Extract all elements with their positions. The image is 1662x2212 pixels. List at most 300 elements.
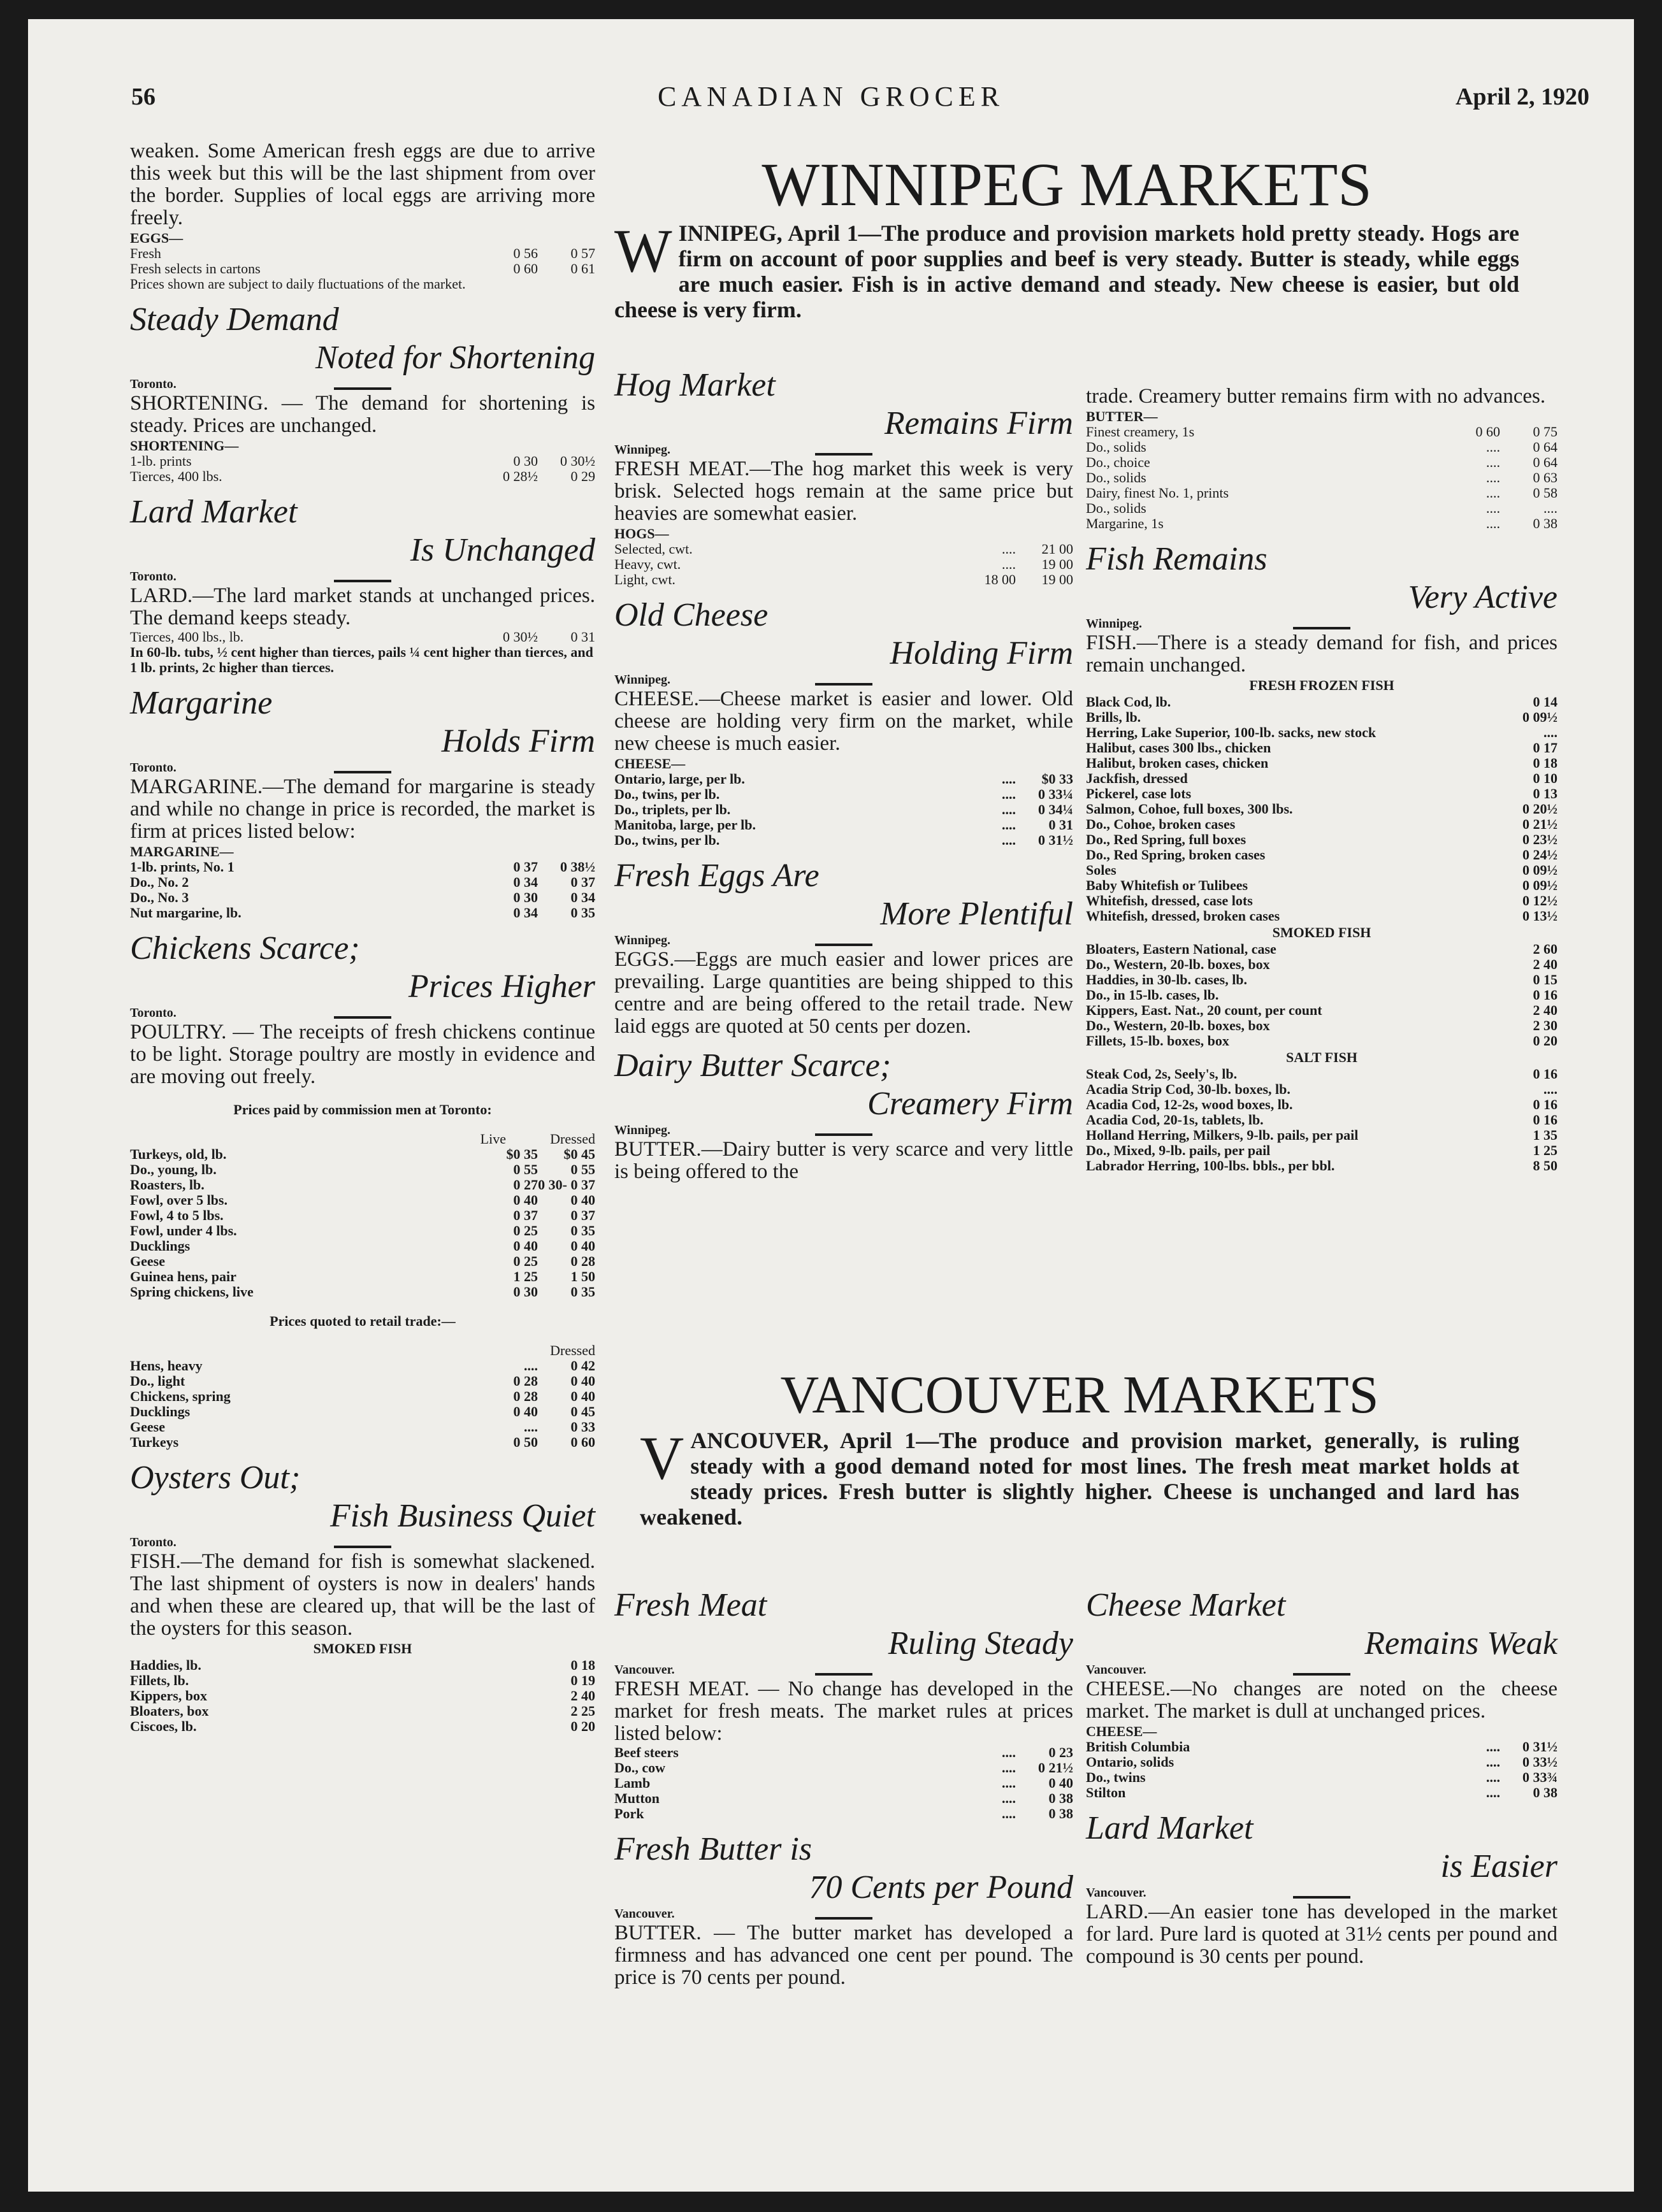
item-name: Ontario, large, per lb. — [614, 772, 745, 787]
table-row — [130, 1208, 595, 1223]
table-row — [130, 469, 595, 484]
table-row — [130, 875, 595, 890]
price-cell: 0 25 — [513, 1253, 538, 1269]
price-cell: 0 16 — [1533, 1096, 1557, 1112]
price-cell: 0 27 — [513, 1177, 538, 1193]
column-winnipeg-left — [614, 366, 1073, 1183]
price-cell: .... — [1486, 1754, 1500, 1770]
dateline: Vancouver. — [1086, 1886, 1146, 1900]
section-subheading: More Plentiful — [880, 896, 1073, 932]
price-cell: 2 30 — [1533, 1017, 1557, 1033]
price-cell: 1 25 — [513, 1268, 538, 1284]
price-cell: .... — [1486, 500, 1500, 516]
price-cell: 0 37 — [513, 859, 538, 875]
price-cell: 0 38 — [1533, 515, 1557, 531]
price-cell: 1 25 — [1533, 1142, 1557, 1158]
price-cell: 0 30 — [513, 889, 538, 905]
price-cell: 0 20½ — [1522, 801, 1557, 817]
table-row — [1086, 501, 1557, 516]
article-text: POULTRY. — The receipts of fresh chickens continue to be light. Storage poultry are mostly in evidence and are moving out freely. — [130, 1021, 595, 1088]
table-row — [1086, 1143, 1557, 1158]
item-name: Do., solids — [1086, 470, 1146, 485]
butter-table — [1086, 424, 1557, 531]
item-name: Do., Western, 20-lb. boxes, box — [1086, 1018, 1270, 1033]
price-cell: 0 38 — [1048, 1806, 1073, 1821]
dateline: Winnipeg. — [614, 1123, 670, 1137]
section-heading: Fresh Meat — [614, 1587, 767, 1623]
item-name: Manitoba, large, per lb. — [614, 817, 756, 833]
table-row — [130, 1254, 595, 1269]
item-name: Do., in 15-lb. cases, lb. — [1086, 988, 1219, 1003]
item-name: Nut margarine, lb. — [130, 905, 242, 921]
price-cell: 0 31 — [570, 629, 595, 645]
dateline: Toronto. — [130, 1006, 177, 1020]
price-cell: 0 33¼ — [1038, 786, 1073, 802]
margarine-table — [130, 859, 595, 921]
col-dressed: Dressed — [550, 1131, 595, 1147]
section-heading: Fresh Butter is — [614, 1831, 813, 1867]
price-cell: 0 12½ — [1522, 893, 1557, 908]
article-text: trade. Creamery butter remains firm with no advances. — [1086, 385, 1546, 408]
price-cell: .... — [1486, 1785, 1500, 1800]
item-name: 1-lb. prints — [130, 454, 192, 469]
table-row — [130, 1223, 595, 1239]
section-heading: Chickens Scarce; — [130, 930, 360, 966]
table-row — [1086, 957, 1557, 972]
divider — [815, 1673, 872, 1676]
table-row — [130, 1193, 595, 1208]
item-name: Acadia Strip Cod, 30-lb. boxes, lb. — [1086, 1082, 1290, 1097]
item-name: Lamb — [614, 1776, 651, 1791]
item-name: Do., light — [130, 1374, 185, 1389]
price-cell: 0 16 — [1533, 1112, 1557, 1128]
table-row — [614, 1745, 1073, 1760]
table-label: Prices quoted to retail trade:— — [270, 1313, 456, 1329]
table-row — [1086, 1018, 1557, 1033]
item-name: Do., Red Spring, broken cases — [1086, 847, 1266, 863]
price-cell: 0 42 — [570, 1358, 595, 1374]
section-subheading: Fish Business Quiet — [330, 1498, 595, 1534]
cheese-table — [614, 772, 1073, 848]
price-cell: .... — [1486, 454, 1500, 470]
section-heading: Lard Market — [1086, 1810, 1254, 1846]
item-name: Pickerel, case lots — [1086, 786, 1192, 801]
table-row — [130, 1673, 595, 1688]
price-cell: 0 45 — [570, 1404, 595, 1419]
price-cell: 0 21½ — [1522, 816, 1557, 832]
item-name: Do., cow — [614, 1760, 666, 1776]
price-cell: 0 35 — [570, 905, 595, 921]
article-text: FRESH MEAT. — No change has developed in the market for fresh meats. The market rules at prices listed below: — [614, 1677, 1073, 1745]
price-cell: 19 00 — [1041, 571, 1073, 587]
price-cell: 0 40 — [570, 1373, 595, 1389]
table-row — [130, 1658, 595, 1673]
table-row — [1086, 424, 1557, 440]
price-cell: 0 37 — [513, 1207, 538, 1223]
table-row — [614, 833, 1073, 848]
price-cell: 0 55 — [513, 1161, 538, 1177]
dateline: Toronto. — [130, 761, 177, 775]
table-row — [1086, 771, 1557, 786]
item-name: Do., triplets, per lb. — [614, 802, 731, 817]
section-heading: Steady Demand — [130, 301, 339, 338]
price-cell: 1 50 — [570, 1268, 595, 1284]
table-row — [130, 1269, 595, 1284]
price-cell: 8 50 — [1533, 1158, 1557, 1174]
price-cell: 0 18 — [1533, 755, 1557, 771]
table-row — [1086, 786, 1557, 801]
item-name: Acadia Cod, 12-2s, wood boxes, lb. — [1086, 1097, 1293, 1112]
price-cell: 2 60 — [1533, 941, 1557, 957]
table-row — [130, 1404, 595, 1419]
price-cell: 21 00 — [1041, 541, 1073, 557]
price-cell: 0 30- 0 37 — [538, 1177, 595, 1193]
dateline: Toronto. — [130, 570, 177, 584]
table-row — [130, 1358, 595, 1374]
table-row — [1086, 455, 1557, 470]
divider — [815, 1917, 872, 1920]
item-name: Black Cod, lb. — [1086, 694, 1171, 710]
price-cell: 0 16 — [1533, 987, 1557, 1003]
price-cell: 0 28 — [513, 1388, 538, 1404]
section-subheading: Ruling Steady — [888, 1625, 1073, 1662]
item-name: Jackfish, dressed — [1086, 771, 1188, 786]
dateline: Winnipeg. — [614, 673, 670, 687]
item-name: Ontario, solids — [1086, 1755, 1174, 1770]
price-cell: 0 23 — [1048, 1744, 1073, 1760]
section-subheading: Remains Firm — [884, 405, 1073, 442]
section-subheading: Very Active — [1408, 579, 1557, 615]
table-row — [130, 1704, 595, 1719]
price-cell: 0 30 — [513, 1284, 538, 1300]
divider — [334, 771, 391, 773]
price-cell: $0 45 — [563, 1146, 595, 1162]
price-cell: .... — [1002, 832, 1016, 848]
price-cell: .... — [1002, 1790, 1016, 1806]
price-cell: .... — [1486, 1739, 1500, 1755]
poultry-header — [130, 1131, 595, 1147]
dateline: Vancouver. — [1086, 1663, 1146, 1677]
price-cell: 0 33 — [570, 1419, 595, 1435]
item-name: Do., solids — [1086, 501, 1146, 516]
price-cell: 0 57 — [570, 245, 595, 261]
price-cell: 0 60 — [1475, 424, 1500, 440]
price-cell: 0 34 — [513, 874, 538, 890]
section-subheading: Creamery Firm — [867, 1086, 1073, 1122]
table-row — [1086, 1128, 1557, 1143]
item-name: Bloaters, Eastern National, case — [1086, 942, 1276, 957]
item-name: Light, cwt. — [614, 572, 676, 587]
price-cell: .... — [1002, 817, 1016, 833]
price-cell: 0 33¾ — [1522, 1769, 1557, 1785]
table-label: SMOKED FISH — [1272, 924, 1371, 940]
dateline: Toronto. — [130, 377, 177, 391]
price-cell: 0 63 — [1533, 470, 1557, 485]
table-row — [1086, 470, 1557, 485]
column-winnipeg-right — [1086, 385, 1557, 1174]
price-cell: 0 40 — [570, 1192, 595, 1208]
section-heading: Dairy Butter Scarce; — [614, 1047, 892, 1084]
item-name: Do., twins — [1086, 1770, 1146, 1785]
item-name: Pork — [614, 1806, 644, 1821]
section-heading: Old Cheese — [614, 597, 769, 633]
item-name: Steak Cod, 2s, Seely's, lb. — [1086, 1066, 1238, 1082]
table-row — [1086, 1739, 1557, 1755]
price-cell: 0 64 — [1533, 439, 1557, 455]
divider — [815, 453, 872, 456]
item-name: 1-lb. prints, No. 1 — [130, 859, 235, 875]
table-row — [1086, 1097, 1557, 1112]
table-label: Prices paid by commission men at Toronto: — [233, 1102, 492, 1117]
meat-table — [614, 1745, 1073, 1821]
section-subheading: Holding Firm — [890, 635, 1073, 672]
article-text: MARGARINE.—The demand for margarine is steady and while no change in price is recorded, the market is firm at prices listed below: — [130, 775, 595, 843]
price-cell: 0 30 — [513, 453, 538, 469]
price-cell: .... — [1002, 1775, 1016, 1791]
table-row — [614, 772, 1073, 787]
price-cell: 0 13½ — [1522, 908, 1557, 924]
table-row — [130, 246, 595, 261]
item-name: Geese — [130, 1419, 165, 1435]
dateline: Vancouver. — [614, 1663, 675, 1677]
item-name: Whitefish, dressed, broken cases — [1086, 908, 1280, 924]
table-row — [130, 859, 595, 875]
price-cell: 0 40 — [570, 1238, 595, 1254]
col-live: Live — [480, 1131, 506, 1147]
section-subheading: 70 Cents per Pound — [809, 1869, 1073, 1906]
poultry-paid-table — [130, 1147, 595, 1300]
lard-table — [130, 629, 595, 645]
column-vancouver-left — [614, 1586, 1073, 1989]
price-cell: 0 75 — [1533, 424, 1557, 440]
price-cell: 0 38 — [1533, 1785, 1557, 1800]
item-name: Acadia Cod, 20-1s, tablets, lb. — [1086, 1112, 1264, 1128]
section-heading: Fish Remains — [1086, 541, 1268, 577]
price-cell: 0 13 — [1533, 786, 1557, 801]
price-cell: 0 25 — [513, 1223, 538, 1239]
table-row — [1086, 847, 1557, 863]
table-row — [614, 1806, 1073, 1821]
table-row — [130, 1239, 595, 1254]
price-cell: $0 35 — [506, 1146, 538, 1162]
price-cell: 0 33½ — [1522, 1754, 1557, 1770]
table-row — [1086, 988, 1557, 1003]
item-name: Fowl, under 4 lbs. — [130, 1223, 237, 1239]
item-name: Brills, lb. — [1086, 710, 1141, 725]
price-cell: 0 28½ — [503, 468, 538, 484]
item-name: Do., choice — [1086, 455, 1150, 470]
dateline: Winnipeg. — [614, 933, 670, 947]
table-row — [130, 905, 595, 921]
item-name: Do., Mixed, 9-lb. pails, per pail — [1086, 1143, 1271, 1158]
price-cell: 0 23½ — [1522, 831, 1557, 847]
item-name: Selected, cwt. — [614, 542, 693, 557]
section-subheading: is Easier — [1440, 1848, 1557, 1885]
item-name: Kippers, box — [130, 1688, 208, 1704]
table-row — [1086, 710, 1557, 725]
item-name: Do., Cohoe, broken cases — [1086, 817, 1236, 832]
price-cell: .... — [1486, 470, 1500, 485]
price-cell: 0 60 — [513, 261, 538, 276]
price-cell: .... — [1002, 556, 1016, 572]
divider — [1293, 627, 1350, 629]
price-cell: .... — [1543, 1081, 1557, 1097]
price-cell: 0 28 — [570, 1253, 595, 1269]
table-row — [614, 572, 1073, 587]
item-name: Do., twins, per lb. — [614, 833, 720, 848]
item-name: Geese — [130, 1254, 165, 1269]
table-row — [1086, 740, 1557, 756]
table-row — [1086, 1112, 1557, 1128]
item-name: Mutton — [614, 1791, 660, 1806]
article-text: BUTTER.—Dairy butter is very scarce and very little is being offered to the — [614, 1138, 1073, 1183]
table-row — [130, 1162, 595, 1177]
item-name: Fillets, lb. — [130, 1673, 189, 1688]
price-cell: .... — [1002, 541, 1016, 557]
table-row — [1086, 1066, 1557, 1082]
price-cell: 0 40 — [570, 1388, 595, 1404]
item-name: Ciscoes, lb. — [130, 1719, 197, 1734]
price-cell: .... — [1486, 1769, 1500, 1785]
article-text: FRESH MEAT.—The hog market this week is very brisk. Selected hogs remain at the same price but heavies are somewhat easier. — [614, 457, 1073, 525]
table-row — [1086, 893, 1557, 908]
table-row — [130, 890, 595, 905]
item-name: Haddies, in 30-lb. cases, lb. — [1086, 972, 1248, 988]
price-cell: .... — [1486, 485, 1500, 501]
table-row — [130, 1177, 595, 1193]
smoked-fish-table — [1086, 942, 1557, 1049]
divider — [334, 1016, 391, 1019]
price-cell: 19 00 — [1041, 556, 1073, 572]
table-row — [614, 817, 1073, 833]
item-name: Fresh selects in cartons — [130, 261, 261, 276]
price-cell: 0 60 — [570, 1434, 595, 1450]
item-name: Fresh — [130, 246, 161, 261]
article-text: CHEESE.—Cheese market is easier and lower. Old cheese are holding very firm on the market, while new cheese is much easier. — [614, 687, 1073, 755]
price-cell: 0 31½ — [1038, 832, 1073, 848]
divider — [1293, 1896, 1350, 1899]
price-cell: 0 61 — [570, 261, 595, 276]
item-name: Chickens, spring — [130, 1389, 231, 1404]
item-name: Margarine, 1s — [1086, 516, 1164, 531]
item-name: Salmon, Cohoe, full boxes, 300 lbs. — [1086, 801, 1293, 817]
table-row — [614, 542, 1073, 557]
item-name: Beef steers — [614, 1745, 679, 1760]
eggs-intro: weaken. Some American fresh eggs are due to arrive this week but this will be the last shipment from over the border. Supplies of local eggs are arriving more freely. — [130, 140, 595, 229]
price-cell: 0 35 — [570, 1284, 595, 1300]
smoked-fish-table — [130, 1658, 595, 1734]
price-cell: 0 31½ — [1522, 1739, 1557, 1755]
frozen-fish-table — [1086, 694, 1557, 924]
salt-fish-table — [1086, 1066, 1557, 1174]
table-row — [1086, 1785, 1557, 1800]
price-cell: 0 38½ — [560, 859, 595, 875]
vancouver-lead: VANCOUVER, April 1—The produce and provision market, generally, is ruling steady with a good demand noted for most lines. The fresh meat market holds at steady prices. Fresh butter is slightly higher. Cheese is unchanged and lard has weakened. — [640, 1424, 1519, 1530]
price-cell: 0 35 — [570, 1223, 595, 1239]
price-cell: 0 31 — [1048, 817, 1073, 833]
article-text: CHEESE.—No changes are noted on the cheese market. The market is dull at unchanged prices. — [1086, 1677, 1557, 1723]
lard-note: In 60-lb. tubs, ½ cent higher than tierces, pails ¼ cent higher than tierces, and 1 lb. prints, 2c higher than tierces. — [130, 644, 593, 675]
table-row — [130, 1147, 595, 1162]
item-name: Do., Red Spring, full boxes — [1086, 832, 1246, 847]
section-heading: Fresh Eggs Are — [614, 858, 820, 894]
item-name: Halibut, broken cases, chicken — [1086, 756, 1269, 771]
item-name: Guinea hens, pair — [130, 1269, 236, 1284]
price-cell: .... — [524, 1419, 538, 1435]
price-cell: 0 34 — [570, 889, 595, 905]
poultry-retail-table — [130, 1358, 595, 1450]
article-text: LARD.—An easier tone has developed in the market for lard. Pure lard is quoted at 31½ cents per pound and compound is 30 cents per pound. — [1086, 1900, 1557, 1968]
drop-cap: V — [640, 1424, 684, 1492]
item-name: Soles — [1086, 863, 1116, 878]
section-subheading: Noted for Shortening — [315, 340, 595, 376]
item-name: Bloaters, box — [130, 1704, 209, 1719]
price-cell: .... — [1002, 1806, 1016, 1821]
item-name: Spring chickens, live — [130, 1284, 254, 1300]
section-subheading: Holds Firm — [441, 723, 595, 759]
price-cell: .... — [1002, 786, 1016, 802]
price-cell: .... — [1543, 724, 1557, 740]
article-text: SHORTENING. — The demand for shortening is steady. Prices are unchanged. — [130, 392, 595, 437]
price-cell: 2 25 — [570, 1703, 595, 1719]
price-cell: 18 00 — [984, 571, 1016, 587]
price-cell: 0 64 — [1533, 454, 1557, 470]
price-cell: 0 18 — [570, 1657, 595, 1673]
table-row — [614, 802, 1073, 817]
price-cell: .... — [1486, 439, 1500, 455]
table-row — [1086, 485, 1557, 501]
price-cell: 0 20 — [1533, 1033, 1557, 1049]
table-row — [1086, 1033, 1557, 1049]
page-number: 56 — [131, 83, 155, 110]
article-text: EGGS.—Eggs are much easier and lower prices are prevailing. Large quantities are being shipped to this centre and are being offered to the retail trade. New laid eggs are quoted at 50 cents per dozen. — [614, 948, 1073, 1038]
item-name: Dairy, finest No. 1, prints — [1086, 485, 1229, 501]
issue-date: April 2, 1920 — [1455, 83, 1589, 110]
table-row — [1086, 1082, 1557, 1097]
divider — [334, 1546, 391, 1548]
price-cell: .... — [524, 1358, 538, 1374]
price-cell: 0 30½ — [560, 453, 595, 469]
price-cell: 0 30½ — [503, 629, 538, 645]
article-text: FISH.—There is a steady demand for fish, and prices remain unchanged. — [1086, 631, 1557, 677]
item-name: Labrador Herring, 100-lbs. bbls., per bbl. — [1086, 1158, 1335, 1174]
price-cell: 0 21½ — [1038, 1760, 1073, 1776]
item-name: Ducklings — [130, 1404, 191, 1419]
item-name: Halibut, cases 300 lbs., chicken — [1086, 740, 1271, 756]
divider — [334, 580, 391, 582]
divider — [815, 683, 872, 686]
item-name: Do., twins, per lb. — [614, 787, 720, 802]
table-label: SMOKED FISH — [313, 1641, 412, 1656]
item-name: Fowl, over 5 lbs. — [130, 1193, 228, 1208]
table-row — [1086, 756, 1557, 771]
table-row — [1086, 972, 1557, 988]
winnipeg-lead: WINNIPEG, April 1—The produce and provision markets hold pretty steady. Hogs are firm on account of poor supplies and beef is very steady. Butter is steady, while eggs are much easier. Fish is in active demand and steady. New cheese is easier, but old cheese is very firm. — [614, 217, 1519, 322]
table-row — [614, 1776, 1073, 1791]
article-text: FISH.—The demand for fish is somewhat slackened. The last shipment of oysters is now in dealers' hands and when these are cleared up, that will be the last of the oysters for this season. — [130, 1550, 595, 1640]
table-row — [1086, 694, 1557, 710]
item-name: Holland Herring, Milkers, 9-lb. pails, per pail — [1086, 1128, 1359, 1143]
price-cell: 0 24½ — [1522, 847, 1557, 863]
winnipeg-header — [614, 150, 1519, 322]
table-row — [1086, 1003, 1557, 1018]
price-cell: 0 40 — [513, 1238, 538, 1254]
price-cell: 0 10 — [1533, 770, 1557, 786]
table-row — [614, 1760, 1073, 1776]
price-cell: .... — [1002, 771, 1016, 787]
price-cell: 0 34 — [513, 905, 538, 921]
table-row — [130, 1419, 595, 1435]
